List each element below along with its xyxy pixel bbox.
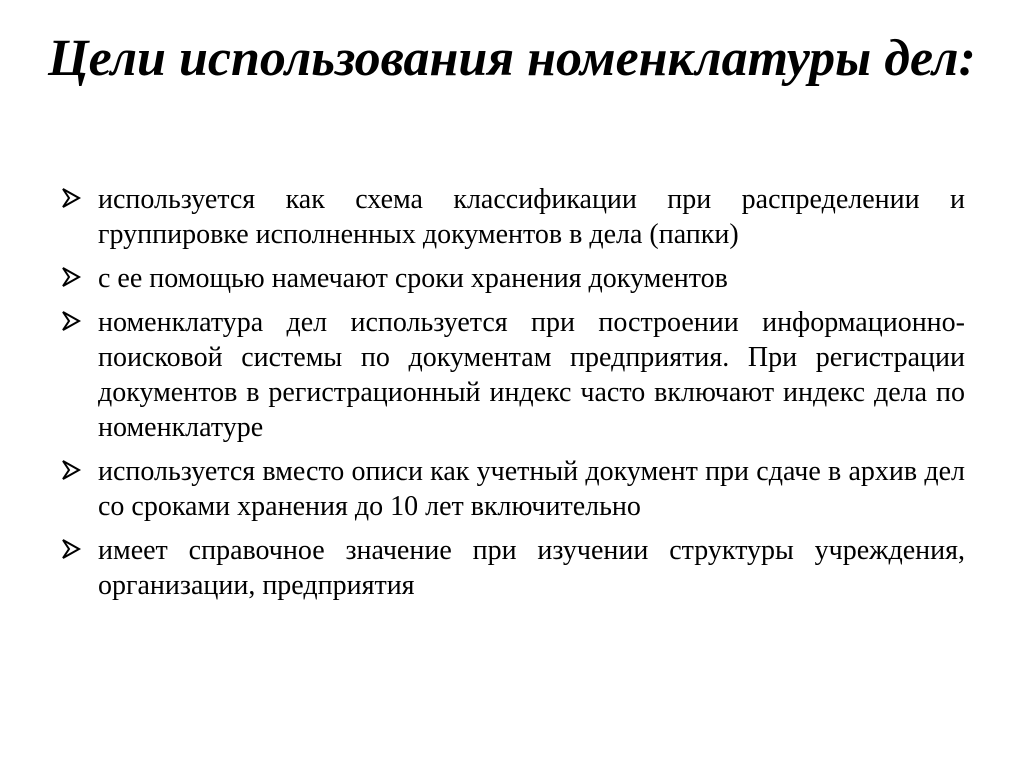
bullet-text: используется вместо описи как учетный документ при сдаче в архив дел со сроками хранения до 10 лет включительно <box>98 456 965 522</box>
bullet-item <box>60 305 965 445</box>
arrowhead-bullet-icon <box>60 266 82 288</box>
bullet-text: имеет справочное значение при изучении структуры учреждения, организации, предприятия <box>98 535 965 601</box>
bullet-text: номенклатура дел используется при построении информационно-поисковой системы по документам предприятия. При регистрации документов в регистрационный индекс часто включают индекс дела по номенклатуре <box>98 307 965 443</box>
arrowhead-bullet-icon <box>60 187 82 209</box>
bullet-list <box>60 182 965 612</box>
bullet-item <box>60 533 965 603</box>
arrowhead-bullet-icon <box>60 459 82 481</box>
bullet-item <box>60 261 965 296</box>
arrowhead-bullet-icon <box>60 538 82 560</box>
bullet-text: с ее помощью намечают сроки хранения документов <box>98 263 728 294</box>
bullet-text: используется как схема классификации при распределении и группировке исполненных документов в дела (папки) <box>98 184 965 250</box>
slide-title: Цели использования номенклатуры дел: <box>48 30 976 87</box>
bullet-item <box>60 454 965 524</box>
arrowhead-bullet-icon <box>60 310 82 332</box>
bullet-item <box>60 182 965 252</box>
